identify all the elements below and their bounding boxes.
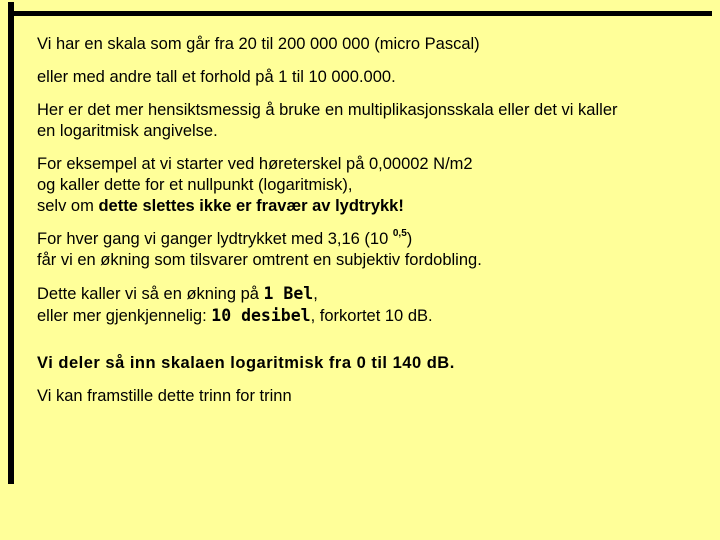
- paragraph-scale-division: [37, 353, 707, 374]
- text-segment: For hver gang vi ganger lydtrykket med 3,16 (10: [37, 230, 393, 248]
- text-segment: ): [406, 230, 413, 248]
- text-line: eller med andre tall et forhold på 1 til 10 000.000.: [37, 68, 396, 86]
- text-line: [37, 229, 707, 250]
- text-line: og kaller dette for et nullpunkt (logaritmisk),: [37, 176, 353, 194]
- paragraph-ratio: [37, 67, 707, 88]
- paragraph-log-scale: [37, 100, 707, 142]
- text-segment: eller mer gjenkjennelig:: [37, 307, 212, 325]
- emphasis-desibel: 10 desibel: [211, 306, 311, 325]
- text-line: Her er det mer hensiktsmessig å bruke en multiplikasjonsskala eller det vi kaller: [37, 101, 618, 119]
- text-segment: ,: [313, 285, 318, 303]
- text-line: [37, 196, 707, 217]
- text-line: [37, 305, 707, 327]
- left-border-rule: [8, 2, 14, 484]
- text-segment: , forkortet 10 dB.: [310, 307, 433, 325]
- text-segment: selv om: [37, 197, 99, 215]
- emphasis-text: dette slettes ikke er fravær av lydtrykk!: [98, 197, 404, 215]
- emphasis-bel: 1 Bel: [263, 284, 314, 303]
- text-line: Vi kan framstille dette trinn for trinn: [37, 387, 292, 405]
- paragraph-doubling: [37, 229, 707, 271]
- text-line: får vi en økning som tilsvarer omtrent en subjektiv fordobling.: [37, 251, 482, 269]
- text-line: en logaritmisk angivelse.: [37, 122, 218, 140]
- text-line: For eksempel at vi starter ved høreterskel på 0,00002 N/m2: [37, 155, 473, 173]
- top-border-rule: [8, 11, 712, 16]
- text-segment: Dette kaller vi så en økning på: [37, 285, 264, 303]
- exponent: 0,5: [392, 227, 407, 239]
- paragraph-scale-range: [37, 34, 707, 55]
- text-line: Vi har en skala som går fra 20 til 200 000 000 (micro Pascal): [37, 35, 480, 53]
- slide-body: [37, 34, 707, 419]
- paragraph-step-by-step: [37, 386, 707, 407]
- paragraph-bel-definition: [37, 283, 707, 327]
- text-line: [37, 283, 707, 305]
- text-line: Vi deler så inn skalaen logaritmisk fra 0 til 140 dB.: [37, 354, 455, 372]
- paragraph-threshold-example: [37, 154, 707, 217]
